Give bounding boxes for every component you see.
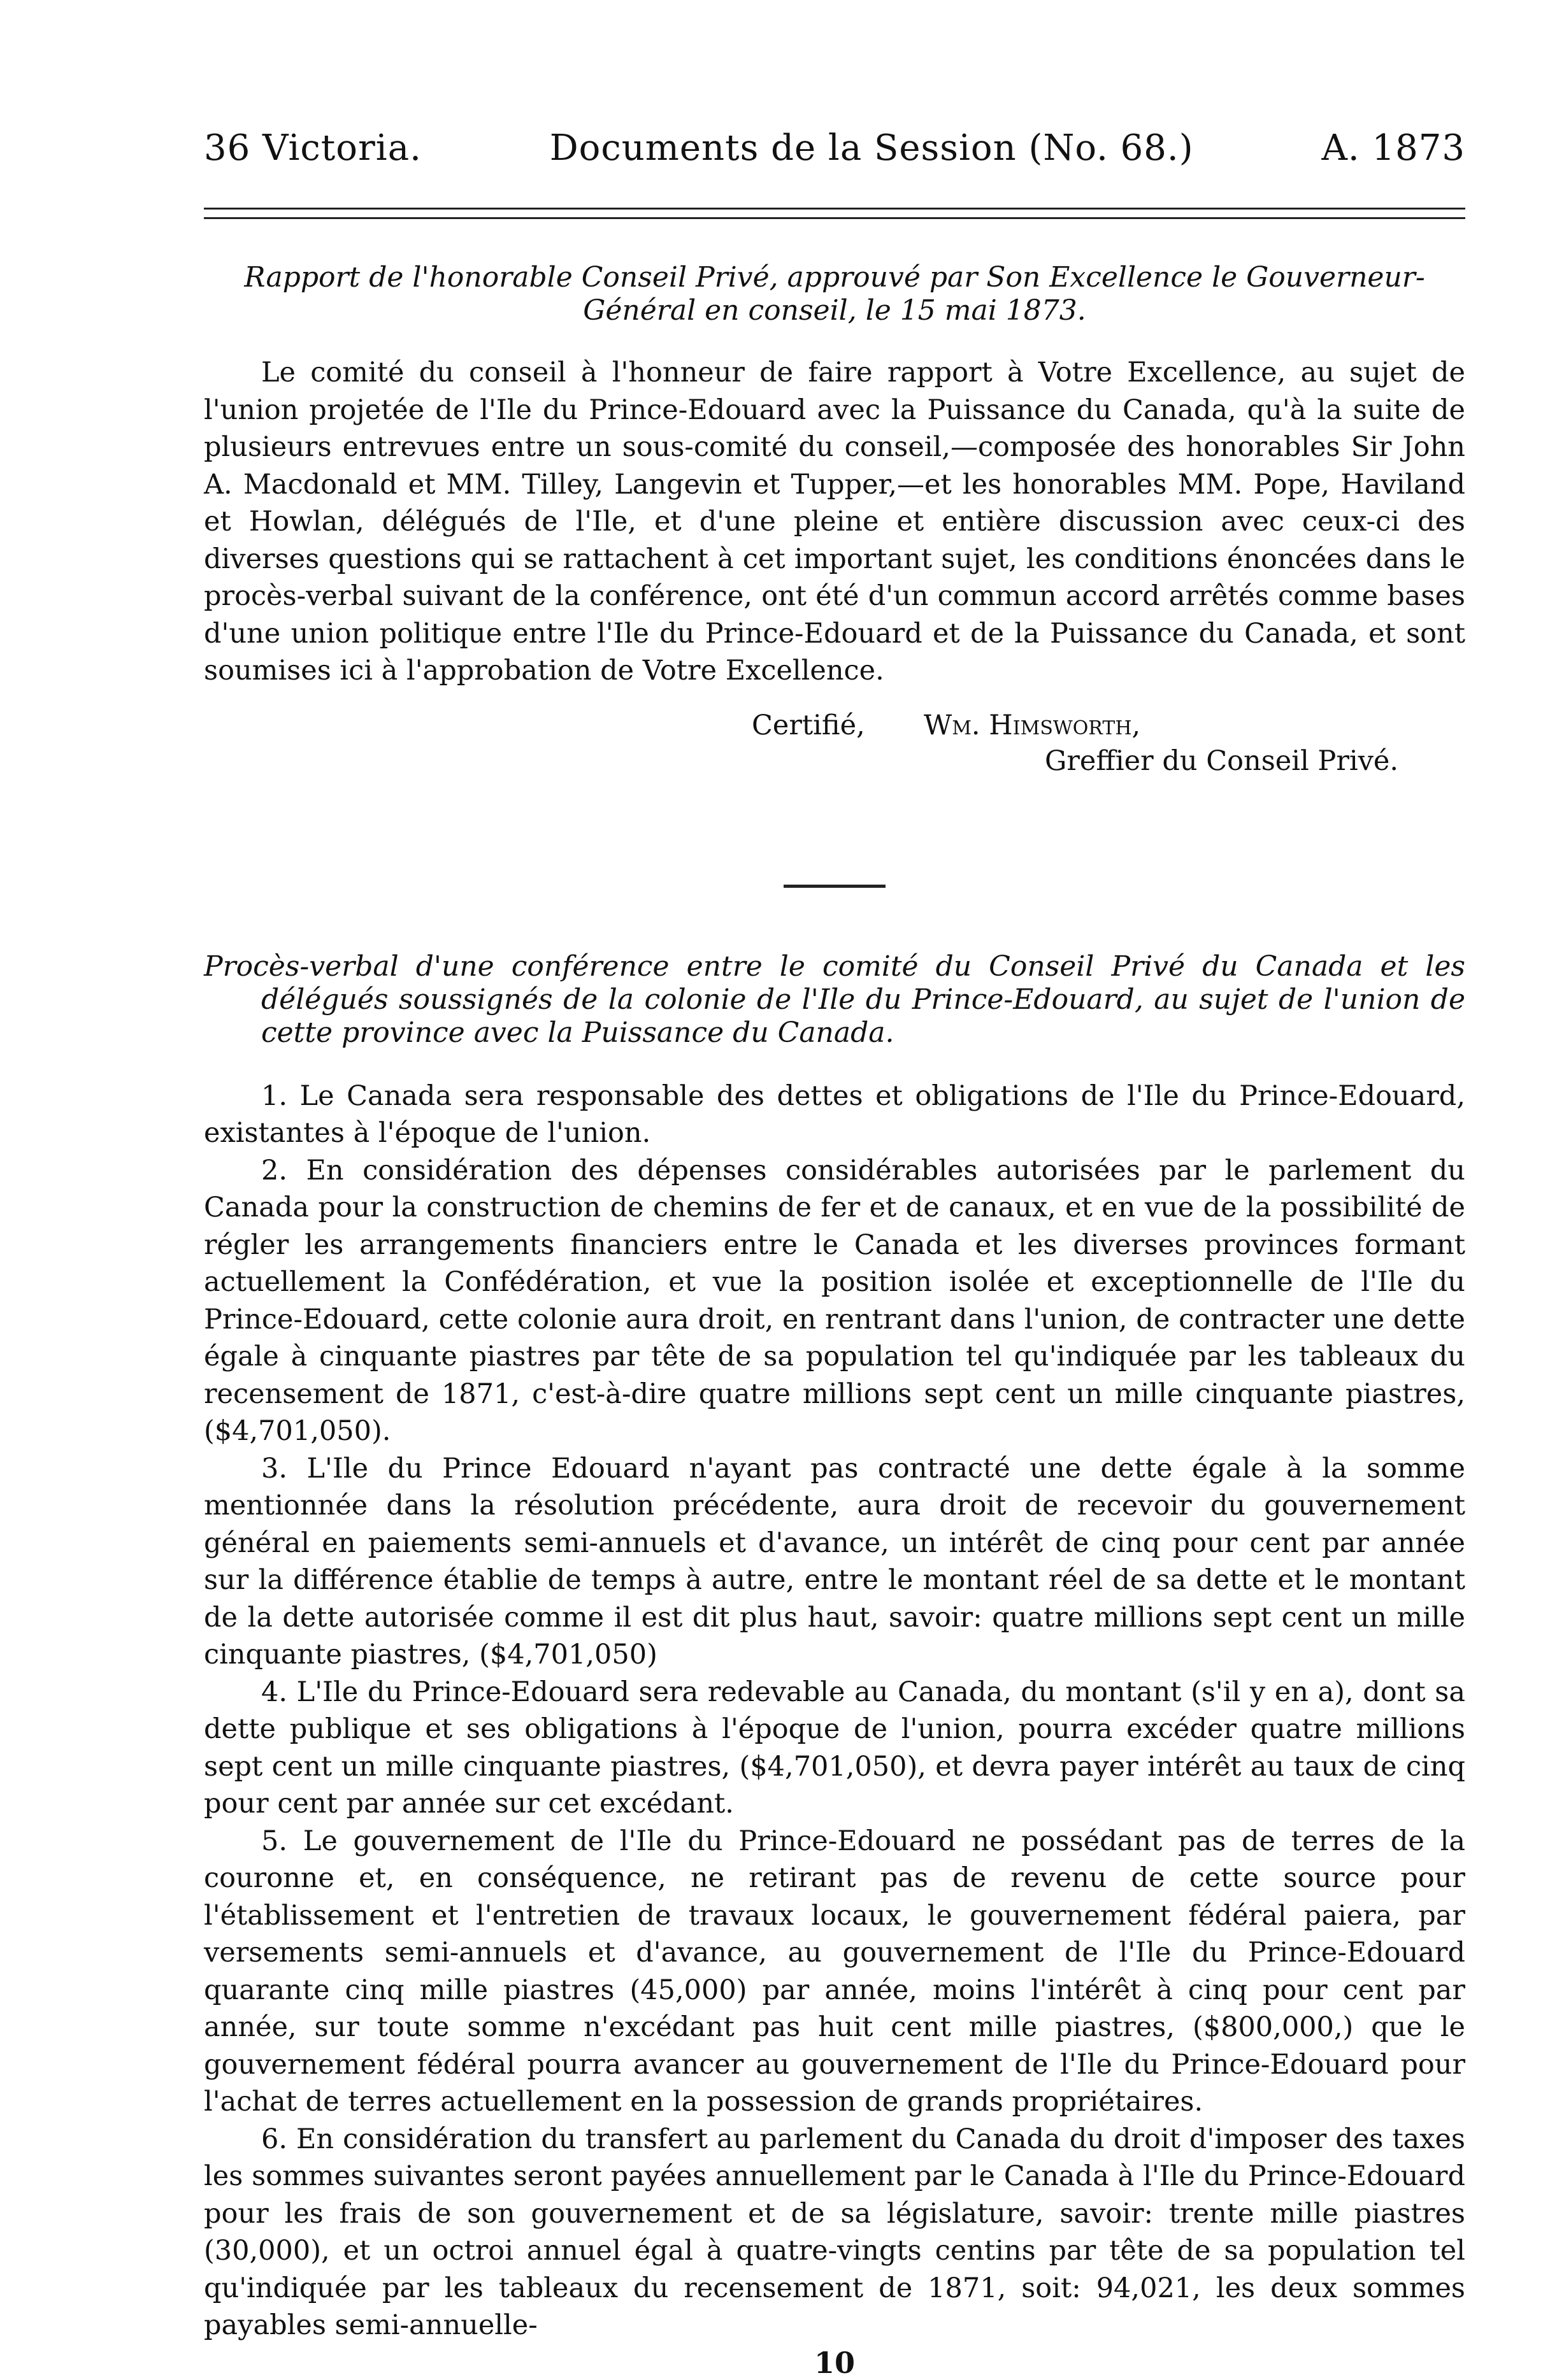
signatory-name-text: Wm. Himsworth,: [924, 709, 1141, 741]
intro-paragraph: Le comité du conseil à l'honneur de faire rapport à Votre Excellence, au sujet de l'union projetée de l'Ile du Prince-Edouard avec la Puissance du Canada, qu'à la suite de plusieurs entrevues entre un sous-comité du conseil,—composée des honorables Sir John A. Macdonald et MM. Tilley, Langevin et Tupper,—et les honorables MM. Pope, Haviland et Howlan, délégués de l'Ile, et d'une pleine et entière discussion avec ceux-ci des diverses questions qui se rattachent à cet important sujet, les conditions énoncées dans le procès-verbal suivant de la conférence, ont été d'un commun accord arrêtés comme bases d'une union politique entre l'Ile du Prince-Edouard et de la Puissance du Canada, et sont soumises ici à l'approbation de Votre Excellence.: [204, 357, 1465, 687]
section-divider: [784, 885, 886, 888]
signatory-role: Greffier du Conseil Privé.: [1045, 745, 1399, 777]
signatory-name: [924, 708, 1140, 743]
article-1: 1. Le Canada sera responsable des dettes et obligations de l'Ile du Prince-Edouard, existantes à l'époque de l'union.: [204, 1080, 1465, 1149]
page-header: [204, 127, 1465, 172]
header-right: A. 1873: [1321, 127, 1465, 169]
article-4: 4. L'Ile du Prince-Edouard sera redevable au Canada, du montant (s'il y en a), dont sa dette publique et ses obligations à l'époque de l'union, pourra excéder quatre millions sept cent un mille cinquante piastres, ($4,701,050), et devra payer intérêt au taux de cinq pour cent par année sur cet excédant.: [204, 1676, 1465, 1820]
header-center: Documents de la Session (No. 68.): [549, 127, 1194, 169]
certification-block: [204, 708, 1465, 788]
header-double-rule: [204, 208, 1465, 219]
article-3: 3. L'Ile du Prince Edouard n'ayant pas contracté une dette égale à la somme mentionnée dans la résolution précédente, aura droit de recevoir du gouvernement général en paiements semi-annuels et d'avance, un intérêt de cinq pour cent par année sur la différence établie de temps à autre, entre le montant réel de sa dette et le montant de la dette autorisée comme il est dit plus haut, savoir: quatre millions sept cent un mille cinquante piastres, ($4,701,050): [204, 1452, 1465, 1671]
article-2: 2. En considération des dépenses considérables autorisées par le parlement du Canada pour la construction de chemins de fer et de canaux, et en vue de la possibilité de régler les arrangements financiers entre le Canada et les diverses provinces formant actuellement la Confédération, et vue la position isolée et exceptionnelle de l'Ile du Prince-Edouard, cette colonie aura droit, en rentrant dans l'union, de contracter une dette égale à cinquante piastres par tête de sa population tel qu'indiquée par les tableaux du recensement de 1871, c'est-à-dire quatre millions sept cent un mille cinquante piastres, ($4,701,050).: [204, 1154, 1465, 1447]
report-title: Rapport de l'honorable Conseil Privé, approuvé par Son Excellence le Gouverneur-Général en conseil, le 15 mai 1873.: [244, 261, 1425, 327]
header-left: 36 Victoria.: [204, 127, 422, 169]
certifie-label: Certifié,: [752, 709, 865, 741]
page-number: 10: [814, 2345, 855, 2380]
article-6: 6. En considération du transfert au parlement du Canada du droit d'imposer des taxes les sommes suivantes seront payées annuellement par le Canada à l'Ile du Prince-Edouard pour les frais de son gouvernement et de sa législature, savoir: trente mille piastres (30,000), et un octroi annuel égal à quatre-vingts centins par tête de sa population tel qu'indiquée par les tableaux du recensement de 1871, soit: 94,021, les deux sommes payables semi-annuelle-: [204, 2123, 1465, 2341]
document-page: [204, 127, 1465, 2380]
proces-verbal-title: Procès-verbal d'une conférence entre le comité du Conseil Privé du Canada et les délégués soussignés de la colonie de l'Ile du Prince-Edouard, au sujet de l'union de cette province avec la Puissance du Canada.: [204, 950, 1465, 1049]
articles-list: [204, 1078, 1465, 2344]
article-5: 5. Le gouvernement de l'Ile du Prince-Edouard ne possédant pas de terres de la couronne et, en conséquence, ne retirant pas de revenu de cette source pour l'établissement et l'entretien de travaux locaux, le gouvernement fédéral paiera, par versements semi-annuels et d'avance, au gouvernement de l'Ile du Prince-Edouard quarante cinq mille piastres (45,000) par année, moins l'intérêt à cinq pour cent par année, sur toute somme n'excédant pas huit cent mille piastres, ($800,000,) que le gouvernement fédéral pourra avancer au gouvernement de l'Ile du Prince-Edouard pour l'achat de terres actuellement en la possession de grands propriétaires.: [204, 1825, 1465, 2118]
